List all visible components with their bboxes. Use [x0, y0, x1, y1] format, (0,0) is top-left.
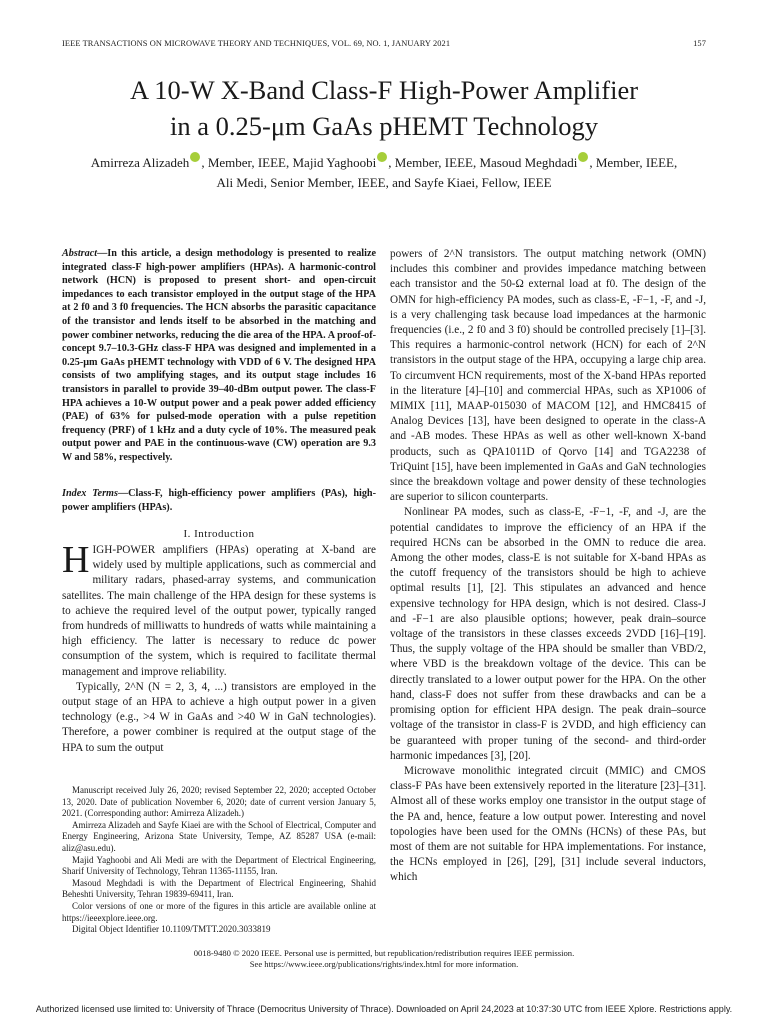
orcid-icon[interactable] — [578, 152, 588, 162]
authors-line-1 — [40, 152, 728, 173]
right-paragraph-3: Microwave monolithic integrated circuit (MMIC) and CMOS class-F PAs have been extensively reported in the literature [23]–[31]. Almost all of these works employ one transistor in the output stage of the PA and, hence, feature a low output power. Interesting and novel topologies have been used for the OMNs (HCNs) of these PAs, but most of them are not suitable for HPA implementations. For instance, the HCNs employed in [26], [29], [31] include several inductors, which — [390, 764, 706, 884]
footnote-doi: Digital Object Identifier 10.1109/TMTT.2020.3033819 — [72, 924, 271, 935]
author-yaghoobi: , Member, IEEE, Majid Yaghoobi — [201, 155, 377, 170]
index-terms-text: —Class-F, high-efficiency power amplifiers (PAs), high-power amplifiers (HPAs). — [62, 488, 376, 513]
footnote-color: Color versions of one or more of the figures in this article are available online at https://ieeexplore.ieee.org. — [62, 900, 376, 923]
author-affil-tail: , Member, IEEE, — [589, 155, 678, 170]
author-list — [40, 152, 728, 193]
author-meghdadi: , Member, IEEE, Masoud Meghdadi — [388, 155, 578, 170]
footnotes — [62, 785, 376, 936]
journal-name: IEEE TRANSACTIONS ON MICROWAVE THEORY AND TECHNIQUES, VOL. 69, NO. 1, JANUARY 2021 — [62, 39, 451, 48]
orcid-icon[interactable] — [377, 152, 387, 162]
copyright-notice — [40, 948, 728, 970]
author-alizadeh: Amirreza Alizadeh — [90, 155, 190, 170]
right-column — [390, 247, 706, 886]
section-heading: I. Introduction — [183, 528, 255, 540]
introduction-body — [62, 539, 376, 756]
footnote-affil-2: Majid Yaghoobi and Ali Medi are with the Department of Electrical Engineering, Sharif University of Technology, Tehran 11365-11155, Iran. — [62, 854, 376, 877]
paper-title — [40, 72, 728, 144]
orcid-icon[interactable] — [190, 152, 200, 162]
intro-text-1: IGH-POWER amplifiers (HPAs) operating at X-band are widely used by multiple applications, such as commercial and military radars, phased-array systems, and communication satellites. The main challenge of the HPA design for these systems is to achieve the required level of the output power, typically ranged from hundreds of milliwatts to hundreds of watts while maintaining a high efficiency. The latter is necessary to reduce dc power consumption of the system, which is required to facilitate thermal management and improve reliability. — [62, 544, 376, 678]
running-header — [62, 39, 706, 48]
title-line-2: in a 0.25-μm GaAs pHEMT Technology — [170, 111, 598, 141]
title-line-1: A 10-W X-Band Class-F High-Power Amplifier — [129, 75, 639, 105]
intro-paragraph-1 — [62, 539, 376, 680]
authors-line-2: Ali Medi, Senior Member, IEEE, and Sayfe Kiaei, Fellow, IEEE — [216, 175, 552, 190]
drop-cap: H — [62, 539, 90, 581]
footnote-affil-3: Masoud Meghdadi is with the Department of Electrical Engineering, Shahid Beheshti University, Tehran 19839-69411, Iran. — [62, 877, 376, 900]
footnote-manuscript: Manuscript received July 26, 2020; revised September 22, 2020; accepted October 13, 2020. Date of publication November 6, 2020; date of current version January 5, 2021. (Corresponding author: Amirreza Alizadeh.) — [62, 785, 376, 819]
abstract-label: Abstract — [62, 248, 98, 259]
abstract — [62, 247, 376, 465]
license-banner: Authorized licensed use limited to: University of Thrace (Democritus University of Thrace). Downloaded on April 24,2023 at 10:37:30 UTC from IEEE Xplore. Restrictions apply. — [35, 1004, 733, 1014]
right-paragraph-2: Nonlinear PA modes, such as class-E, -F−1, -F, and -J, are the potential candidates to improve the efficiency of an HPA if the required HCNs can be absorbed in the OMN to reduce die area. Among the other modes, class-E is not suitable for X-band HPAs as the cutoff frequency of the transistors should be high to achieve optimal results [1], [2]. This stipulates an advanced and hence expensive technology for HPA design, which is not desired. Class-J and -F−1 are also plausible options; however, peak drain–source voltage of the transistors in these classes exceeds 2VDD [16]–[19]. Thus, the supply voltage of the HPA should be smaller than VBD/2, where VBD is the breakdown voltage of the device. This can be directly translated to a lower output power for the HPA. On the other hand, class-F does not suffer from these drawbacks and can be a promising option for efficient HPA design. The peak drain–source voltage of the transistor in class-F is 2VDD, and high efficiency can be guaranteed with proper tuning of the second- and third-order harmonic impedances [3], [20]. — [390, 506, 706, 762]
abstract-text: —In this article, a design methodology is presented to realize integrated class-F high-power amplifiers (HPAs). A harmonic-control network (HCN) is proposed to present short- and open-circuit impedances to each transistor employed in the output stage of the HPA at 2 f0 and 3 f0 frequencies. The HCN absorbs the parasitic capacitance of the transistor and lends itself to be absorbed in the matching and power combiner networks, reducing the die area of the HPA. A proof-of-concept 9.7–10.3-GHz class-F HPA was designed and implemented in a 0.25-μm GaAs pHEMT technology with VDD of 6 V. The designed HPA consists of two amplifying stages, and its output stage includes 16 transistors in parallel to provide 39–40-dBm output power. The class-F HPA achieves a 10-W output power and a peak power added efficiency (PAE) of 63% for pulsed-mode operation with a pulse repetition frequency (PRF) of 1 kHz and a duty cycle of 10%. The measured peak output power and PAE in the continuous-wave (CW) operation are 9.3 W and 58%, respectively. — [62, 248, 376, 463]
index-terms-label: Index Terms — [62, 488, 118, 499]
intro-paragraph-2: Typically, 2^N (N = 2, 3, 4, ...) transistors are employed in the output stage of an HPA to achieve a high output power in a given technology (e.g., >4 W in GaAs and >40 W in GaN technologies). Therefore, a power combiner is required at the output stage of the HPA to sum the output — [62, 680, 376, 754]
page-number: 157 — [693, 39, 706, 48]
copyright-line-2: See https://www.ieee.org/publications/rights/index.html for more information. — [249, 959, 519, 969]
right-paragraph-1: powers of 2^N transistors. The output matching network (OMN) includes this combiner and provides impedance matching between each transistor and the 50-Ω external load at f0. The design of the OMN for high-efficiency PA modes, such as class-E, -F−1, -F, and -J, is a very challenging task because load impedances at the harmonic frequencies (i.e., 2 f0 and 3 f0) should be controlled precisely [1]–[3]. This requires a harmonic-control network (HCN) for each of 2^N transistors in the output stage of the HPA, occupying a large chip area. To circumvent HCN requirements, most of the X-band HPAs reported in the literature [4]–[10] and commercial HPAs, such as XP1006 of MIMIX [11], MAAP-015030 of MACOM [12], and HMC8415 of Analog Devices [13], have been designed to operate in the class-A and -AB modes. These HPAs as well as other well-known X-band products, such as QPA1011D of Qorvo [14] and TGA2238 of TriQuint [15], have been implemented in GaAs and GaN technologies since the breakdown voltage and power density of these technologies are superior to silicon counterparts. — [390, 248, 706, 504]
footnote-affil-1: Amirreza Alizadeh and Sayfe Kiaei are with the School of Electrical, Computer and Energy Engineering, Arizona State University, Tempe, AZ 85287 USA (e-mail: aliz@asu.edu). — [62, 819, 376, 853]
index-terms — [62, 487, 376, 514]
copyright-line-1: 0018-9480 © 2020 IEEE. Personal use is permitted, but republication/redistribution requires IEEE permission. — [193, 948, 575, 958]
